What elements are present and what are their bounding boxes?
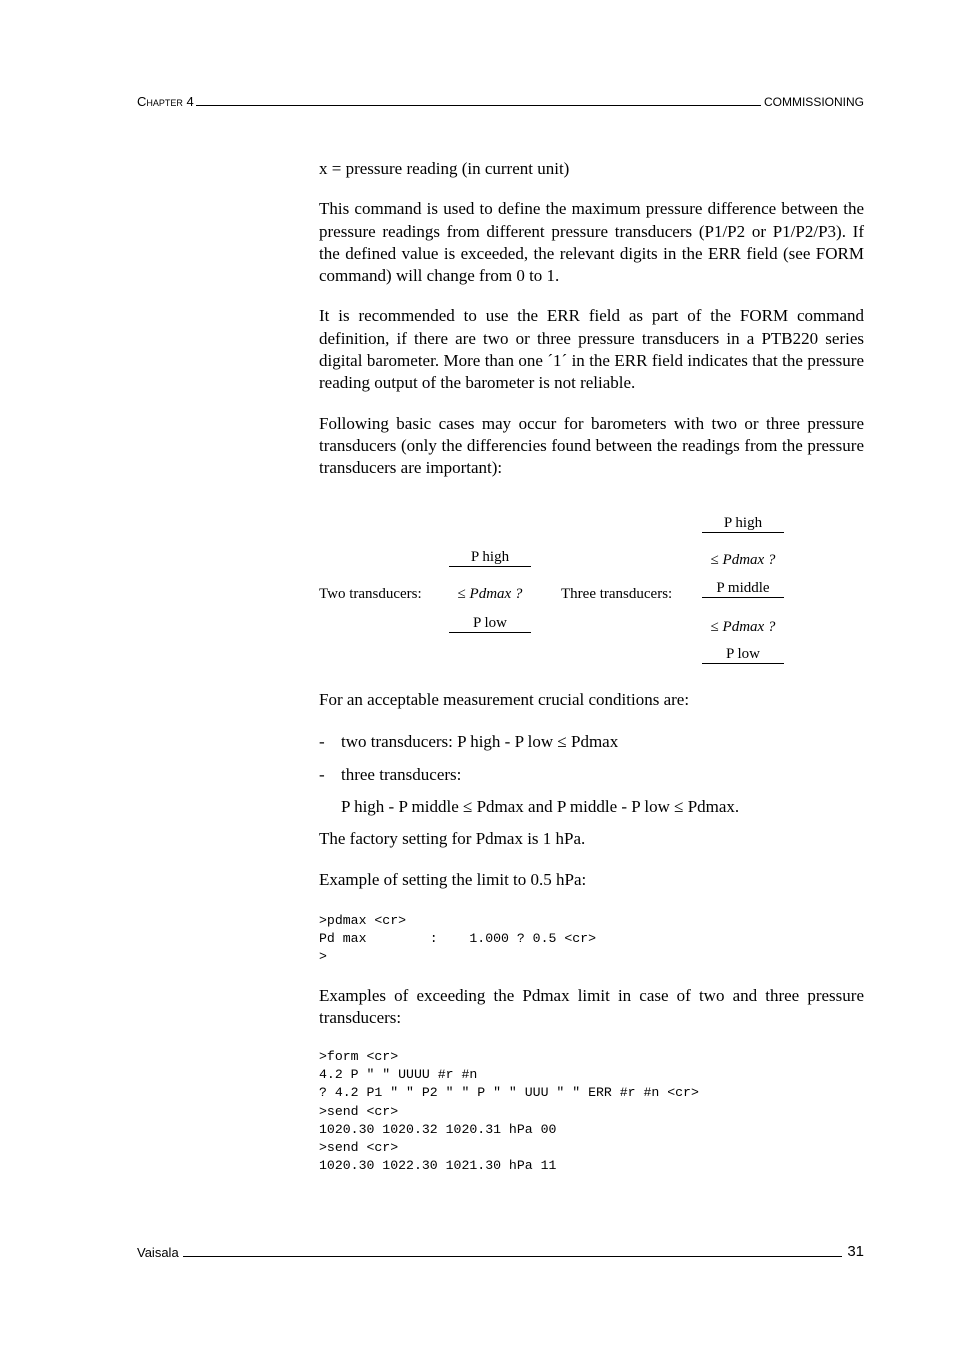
page-number: 31 — [847, 1243, 864, 1260]
code-block-examples — [319, 1048, 699, 1175]
three-p-middle: P middle — [702, 580, 784, 598]
condition-three-transducers: three transducers: — [341, 764, 462, 784]
factory-setting: The factory setting for Pdmax is 1 hPa. — [319, 829, 586, 849]
footer-rule — [183, 1256, 843, 1257]
list-bullet: - — [319, 764, 325, 784]
paragraph-command-purpose: This command is used to define the maximum pressure difference between the pressure readings from different pressure transducers (P1/P2 or P1/P2/P3). If the defined value is exceeded, the relevant digits in the ERR field (see FORM command) will change from 0 to 1. — [319, 199, 864, 286]
two-transducers-label: Two transducers: — [319, 586, 422, 602]
chapter-label: Chapter 4 — [137, 94, 194, 109]
code-line: Pd max : 1.000 ? 0.5 <cr> — [319, 931, 596, 947]
code-line: 1020.30 1020.32 1020.31 hPa 00 — [319, 1121, 557, 1137]
code-line: ? 4.2 P1 " " P2 " " P " " UUU " " ERR #r #n <cr> — [319, 1085, 699, 1101]
two-p-low: P low — [449, 615, 531, 633]
page-footer — [137, 1240, 864, 1260]
variable-definition: x = pressure reading (in current unit) — [319, 159, 570, 178]
code-line: >pdmax <cr> — [319, 913, 407, 928]
section-label: COMMISSIONING — [763, 95, 864, 109]
list-item — [319, 731, 864, 753]
header-rule — [196, 105, 761, 106]
three-transducers-label: Three transducers: — [561, 586, 673, 602]
three-p-low: P low — [702, 646, 784, 664]
paragraph-basic-cases: Following basic cases may occur for barometers with two or three pressure transducers (only the differencies found between the readings from the pressure transducers are important): — [319, 413, 864, 478]
conditions-intro: For an acceptable measurement crucial conditions are: — [319, 690, 690, 709]
conditions-section — [319, 689, 864, 892]
two-pdmax: ≤ Pdmax ? — [457, 586, 523, 602]
code-line: > — [319, 949, 327, 965]
code-line: >send <cr> — [319, 1140, 399, 1156]
examples-section — [319, 985, 864, 1030]
two-p-high: P high — [449, 549, 531, 567]
list-item — [319, 764, 864, 786]
main-text — [319, 158, 864, 480]
three-pdmax-upper: ≤ Pdmax ? — [710, 552, 776, 568]
code-line: 1020.30 1022.30 1021.30 hPa 11 — [319, 1158, 557, 1174]
examples-intro: Examples of exceeding the Pdmax limit in case of two and three pressure transducers: — [319, 986, 864, 1028]
code-block-pdmax — [319, 912, 596, 967]
list-bullet: - — [319, 732, 325, 752]
example-intro: Example of setting the limit to 0.5 hPa: — [319, 870, 587, 890]
code-line: >form <cr> — [319, 1049, 399, 1064]
three-pdmax-lower: ≤ Pdmax ? — [710, 619, 776, 635]
three-p-high: P high — [702, 515, 784, 533]
condition-two-transducers: two transducers: P high - P low ≤ Pdmax — [341, 732, 619, 752]
code-line: 4.2 P " " UUUU #r #n — [319, 1067, 478, 1083]
code-line: >send <cr> — [319, 1103, 399, 1119]
paragraph-recommendation: It is recommended to use the ERR field as part of the FORM command definition, if there are two or three pressure transducers in a PTB220 series digital barometer. More than one ´1´ in the ERR field indicates that the pressure reading output of the barometer is not reliable. — [319, 306, 864, 393]
company-label: Vaisala — [137, 1245, 179, 1260]
page-header — [137, 91, 864, 109]
condition-three-detail: P high - P middle ≤ Pdmax and P middle - P low ≤ Pdmax. — [341, 796, 740, 816]
